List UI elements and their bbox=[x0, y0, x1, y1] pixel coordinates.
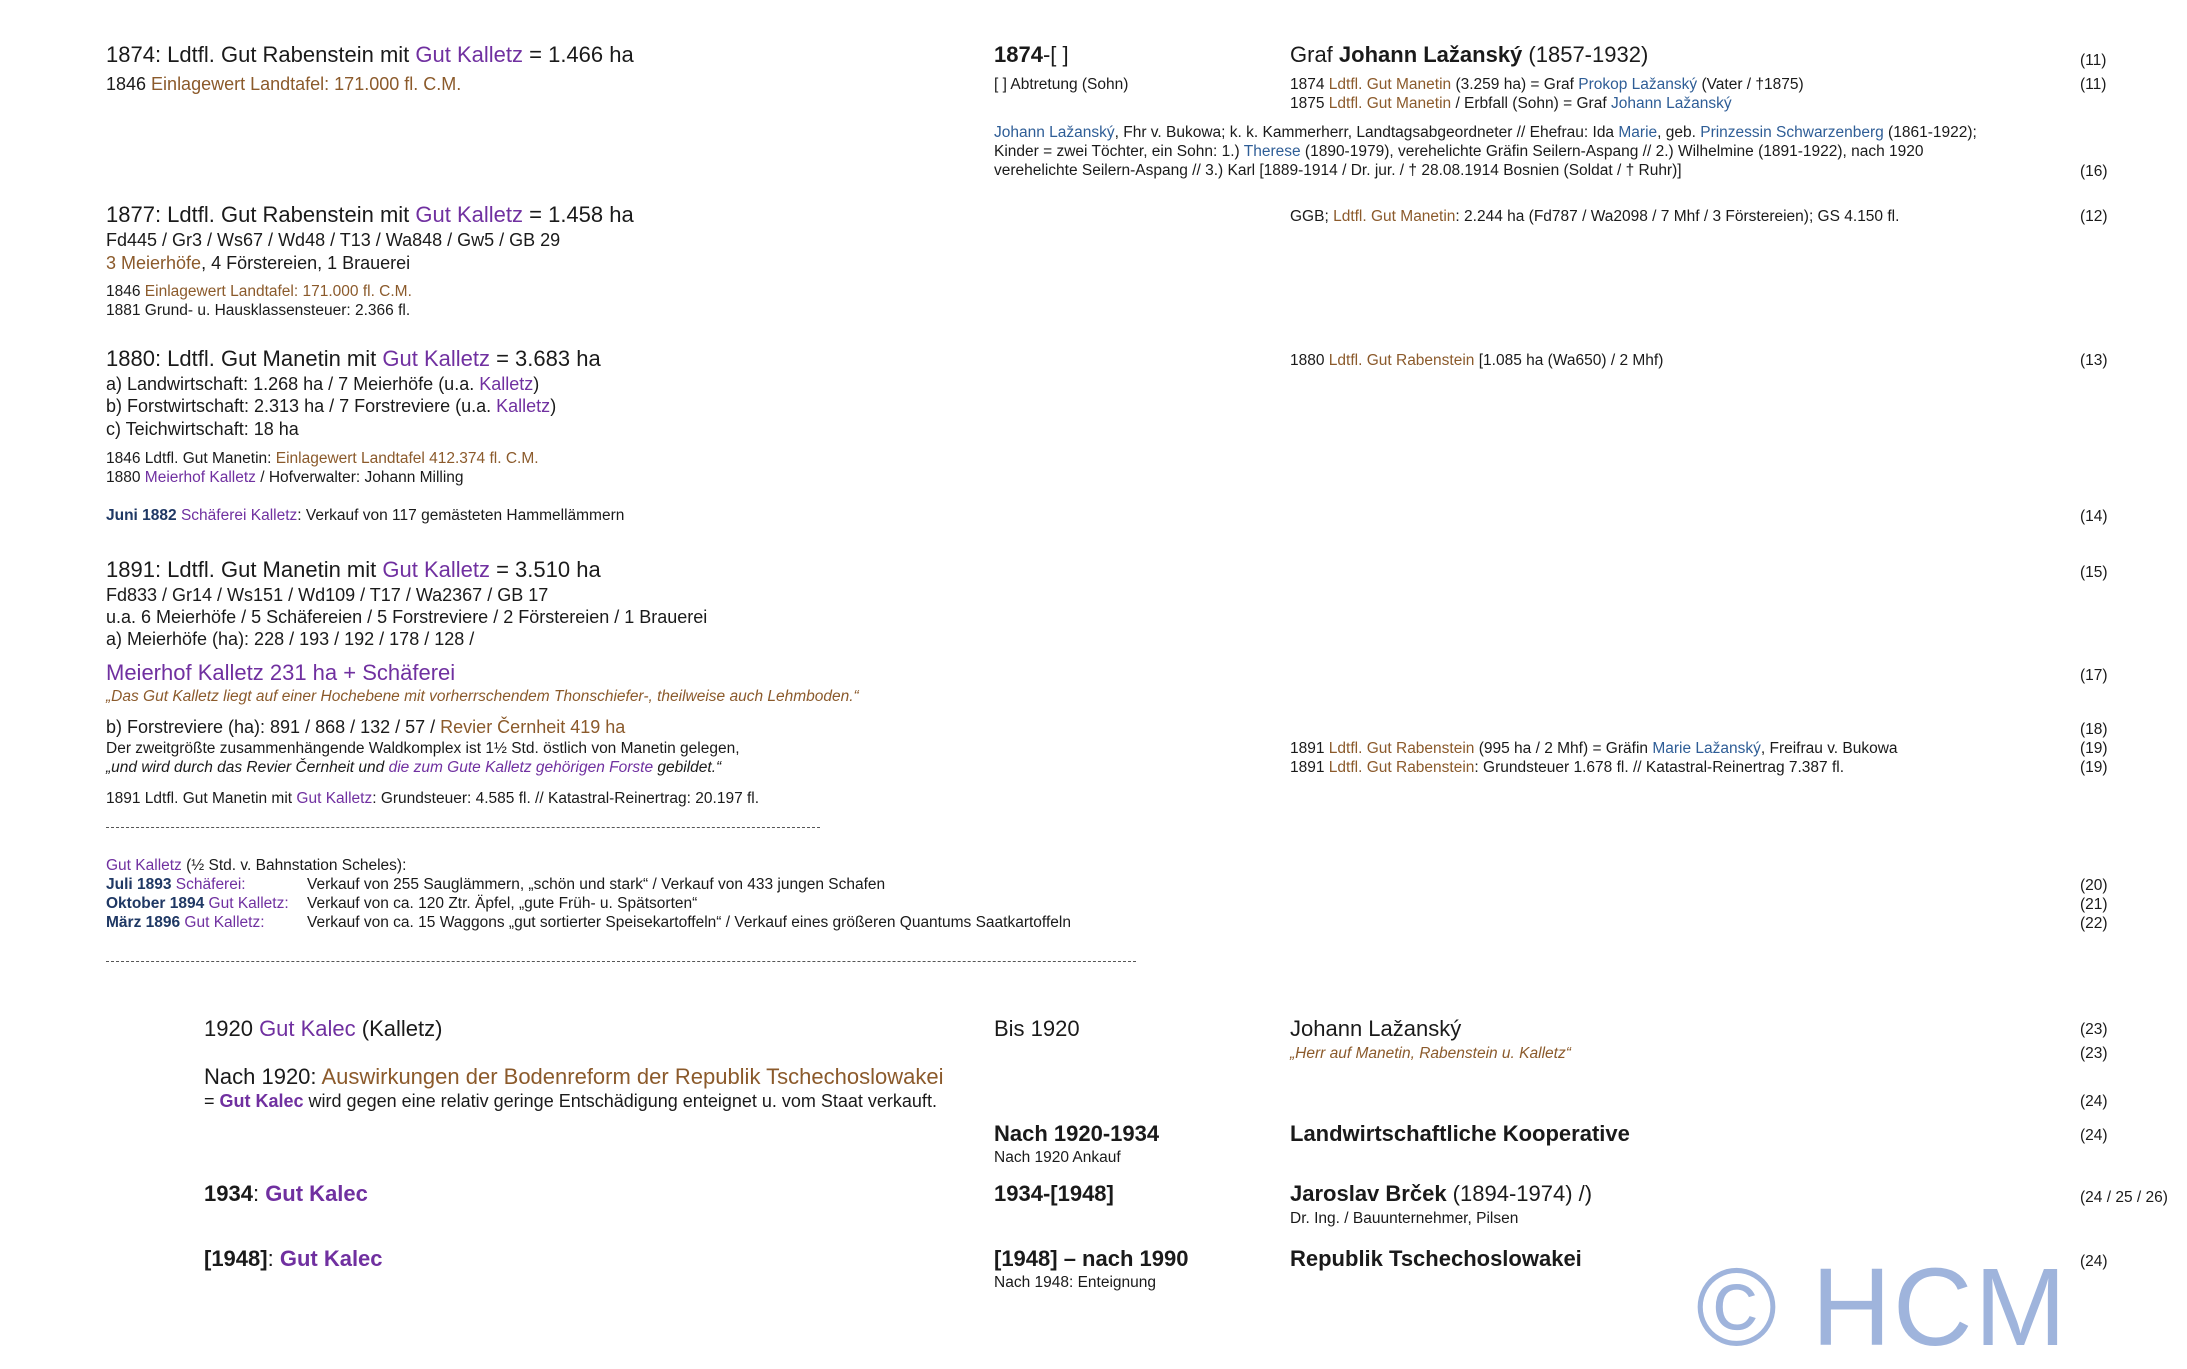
entry-1877-tax: 1881 Grund- u. Hausklassensteuer: 2.366 fl. bbox=[106, 302, 411, 319]
biography-line2: Kinder = zwei Töchter, ein Sohn: 1.) Therese (1890-1979), verehelichte Gräfin Seilern-Aspang // 2.) Wilhelmine (1891-1922), nach 1920 bbox=[994, 143, 1924, 160]
entry-after-1920-note: = Gut Kalec wird gegen eine relativ geringe Entschädigung enteignet u. vom Staat verkauft. bbox=[204, 1091, 937, 1111]
entry-1877-land: Fd445 / Gr3 / Ws67 / Wd48 / T13 / Wa848 / Gw5 / GB 29 bbox=[106, 230, 561, 250]
footnote-ref: (13) bbox=[2080, 352, 2108, 369]
biography-line3: verehelichte Seilern-Aspang // 3.) Karl [1889-1914 / Dr. jur. / † 28.08.1914 Bosnien (Soldat / † Ruhr)] bbox=[994, 162, 1682, 179]
entry-1874-value: 1846 Einlagewert Landtafel: 171.000 fl. C.M. bbox=[106, 74, 462, 94]
entry-1877-farms: 3 Meierhöfe, 4 Förstereien, 1 Brauerei bbox=[106, 253, 411, 273]
meierhof-kalletz-heading: Meierhof Kalletz 231 ha + Schäferei bbox=[106, 660, 456, 685]
copyright-watermark: © HCM bbox=[1696, 1246, 2069, 1369]
entry-1891-tax: 1891 Ldtfl. Gut Manetin mit Gut Kalletz: Grundsteuer: 4.585 fl. // Katastral-Reinertrag: 20.197 fl. bbox=[106, 790, 760, 807]
entry-1891-land: Fd833 / Gr14 / Ws151 / Wd109 / T17 / Wa2367 / GB 17 bbox=[106, 585, 549, 605]
divider bbox=[106, 827, 820, 828]
entry-1877-right: GGB; Ldtfl. Gut Manetin: 2.244 ha (Fd787 / Wa2098 / 7 Mhf / 3 Förstereien); GS 4.150 fl. bbox=[1290, 208, 1900, 225]
footnote-ref: (14) bbox=[2080, 508, 2108, 525]
footnote-ref: (19) bbox=[2080, 740, 2108, 757]
period-1874-note: [ ] Abtretung (Sohn) bbox=[994, 76, 1129, 93]
gut-kalletz-link: Gut Kalletz bbox=[415, 42, 524, 67]
owner-1874: Graf Johann Lažanský (1857-1932) bbox=[1290, 42, 1649, 67]
footnote-ref: (24 / 25 / 26) bbox=[2080, 1189, 2168, 1206]
footnote-ref: (19) bbox=[2080, 759, 2108, 776]
owner-1874-line1: 1874 Ldtfl. Gut Manetin (3.259 ha) = Graf Prokop Lažanský (Vater / †1875) bbox=[1290, 76, 1804, 93]
footnote-ref: (17) bbox=[2080, 667, 2108, 684]
entry-after-1920: Nach 1920: Auswirkungen der Bodenreform der Republik Tschechoslowakei bbox=[204, 1064, 944, 1089]
sales-row: März 1896 Gut Kalletz: bbox=[106, 914, 265, 931]
entry-1948-heading: [1948]: Gut Kalec bbox=[204, 1246, 383, 1271]
owner-1934: Jaroslav Brček (1894-1974) /) bbox=[1290, 1181, 1593, 1206]
entry-1891-forest: b) Forstreviere (ha): 891 / 868 / 132 / 57 / Revier Černheit 419 ha bbox=[106, 717, 626, 737]
entry-1880-heading: 1880: Ldtfl. Gut Manetin mit Gut Kalletz = 3.683 ha bbox=[106, 346, 601, 371]
entry-1880-note1: 1846 Ldtfl. Gut Manetin: Einlagewert Landtafel 412.374 fl. C.M. bbox=[106, 450, 539, 467]
entry-1880-a: a) Landwirtschaft: 1.268 ha / 7 Meierhöfe (u.a. Kalletz) bbox=[106, 374, 540, 394]
footnote-ref: (22) bbox=[2080, 915, 2108, 932]
period-1920-1934-note: Nach 1920 Ankauf bbox=[994, 1149, 1121, 1166]
owner-republik: Republik Tschechoslowakei bbox=[1290, 1246, 1582, 1271]
sales-row-text: Verkauf von ca. 15 Waggons „gut sortierter Speisekartoffeln“ / Verkauf eines größeren Quantums Saatkartoffeln bbox=[307, 914, 1071, 931]
period-1948-1990: [1948] – nach 1990 bbox=[994, 1246, 1189, 1271]
sales-row: Juli 1893 Schäferei: bbox=[106, 876, 246, 893]
footnote-ref: (20) bbox=[2080, 877, 2108, 894]
entry-1920-heading: 1920 Gut Kalec (Kalletz) bbox=[204, 1016, 443, 1041]
entry-1880-right: 1880 Ldtfl. Gut Rabenstein [1.085 ha (Wa650) / 2 Mhf) bbox=[1290, 352, 1664, 369]
entry-1891-units: u.a. 6 Meierhöfe / 5 Schäfereien / 5 Forstreviere / 2 Förstereien / 1 Brauerei bbox=[106, 607, 708, 627]
footnote-ref: (12) bbox=[2080, 208, 2108, 225]
entry-1891-forest-quote: „und wird durch das Revier Černheit und die zum Gute Kalletz gehörigen Forste gebildet.“ bbox=[106, 759, 722, 776]
footnote-ref: (16) bbox=[2080, 163, 2108, 180]
biography-line1: Johann Lažanský, Fhr v. Bukowa; k. k. Kammerherr, Landtagsabgeordneter // Ehefrau: Ida Marie, geb. Prinzessin Schwarzenberg (1861-1922); bbox=[994, 124, 1977, 141]
owner-1934-note: Dr. Ing. / Bauunternehmer, Pilsen bbox=[1290, 1210, 1519, 1227]
footnote-ref: (21) bbox=[2080, 896, 2108, 913]
footnote-ref: (11) bbox=[2080, 52, 2107, 69]
period-1948-note: Nach 1948: Enteignung bbox=[994, 1274, 1157, 1291]
sales-row-text: Verkauf von ca. 120 Ztr. Äpfel, „gute Früh- u. Spätsorten“ bbox=[307, 895, 698, 912]
footnote-ref: (23) bbox=[2080, 1045, 2108, 1062]
footnote-ref: (15) bbox=[2080, 564, 2108, 581]
period-1874: 1874-[ ] bbox=[994, 42, 1069, 67]
entry-1891-heading: 1891: Ldtfl. Gut Manetin mit Gut Kalletz = 3.510 ha bbox=[106, 557, 601, 582]
entry-1891-farms: a) Meierhöfe (ha): 228 / 193 / 192 / 178 / 128 / bbox=[106, 629, 475, 649]
entry-juni-1882: Juni 1882 Schäferei Kalletz: Verkauf von 117 gemästeten Hammellämmern bbox=[106, 507, 625, 524]
entry-1880-b: b) Forstwirtschaft: 2.313 ha / 7 Forstreviere (u.a. Kalletz) bbox=[106, 396, 557, 416]
entry-1934-heading: 1934: Gut Kalec bbox=[204, 1181, 368, 1206]
footnote-ref: (24) bbox=[2080, 1127, 2108, 1144]
footnote-ref: (24) bbox=[2080, 1253, 2108, 1270]
footnote-ref: (11) bbox=[2080, 76, 2107, 93]
entry-1877-value: 1846 Einlagewert Landtafel: 171.000 fl. C.M. bbox=[106, 283, 412, 300]
footnote-ref: (24) bbox=[2080, 1093, 2108, 1110]
divider bbox=[106, 961, 1136, 962]
sales-row: Oktober 1894 Gut Kalletz: bbox=[106, 895, 289, 912]
period-1920-1934: Nach 1920-1934 bbox=[994, 1121, 1160, 1146]
entry-1880-note2: 1880 Meierhof Kalletz / Hofverwalter: Johann Milling bbox=[106, 469, 464, 486]
gut-kalletz-sales-heading: Gut Kalletz (½ Std. v. Bahnstation Scheles): bbox=[106, 857, 407, 874]
footnote-ref: (18) bbox=[2080, 721, 2108, 738]
entry-1880-c: c) Teichwirtschaft: 18 ha bbox=[106, 419, 299, 439]
period-1934-1948: 1934-[1948] bbox=[994, 1181, 1114, 1206]
owner-1920-note: „Herr auf Manetin, Rabenstein u. Kalletz“ bbox=[1290, 1045, 1571, 1062]
sales-row-text: Verkauf von 255 Sauglämmern, „schön und stark“ / Verkauf von 433 jungen Schafen bbox=[307, 876, 886, 893]
owner-kooperative: Landwirtschaftliche Kooperative bbox=[1290, 1121, 1630, 1146]
entry-1891-right1: 1891 Ldtfl. Gut Rabenstein (995 ha / 2 Mhf) = Gräfin Marie Lažanský, Freifrau v. Bukowa bbox=[1290, 740, 1898, 757]
owner-1874-line2: 1875 Ldtfl. Gut Manetin / Erbfall (Sohn) = Graf Johann Lažanský bbox=[1290, 95, 1732, 112]
owner-1920: Johann Lažanský bbox=[1290, 1016, 1462, 1041]
period-bis-1920: Bis 1920 bbox=[994, 1016, 1080, 1041]
entry-1874-heading: 1874: Ldtfl. Gut Rabenstein mit Gut Kalletz = 1.466 ha bbox=[106, 42, 634, 67]
entry-1891-right2: 1891 Ldtfl. Gut Rabenstein: Grundsteuer 1.678 fl. // Katastral-Reinertrag 7.387 fl. bbox=[1290, 759, 1845, 776]
entry-1891-forest-note: Der zweitgrößte zusammenhängende Waldkomplex ist 1½ Std. östlich von Manetin gelegen, bbox=[106, 740, 740, 757]
entry-1877-heading: 1877: Ldtfl. Gut Rabenstein mit Gut Kalletz = 1.458 ha bbox=[106, 202, 634, 227]
footnote-ref: (23) bbox=[2080, 1021, 2108, 1038]
meierhof-kalletz-quote: „Das Gut Kalletz liegt auf einer Hochebene mit vorherrschendem Thonschiefer-, theilweise auch Lehmboden.“ bbox=[106, 688, 859, 705]
